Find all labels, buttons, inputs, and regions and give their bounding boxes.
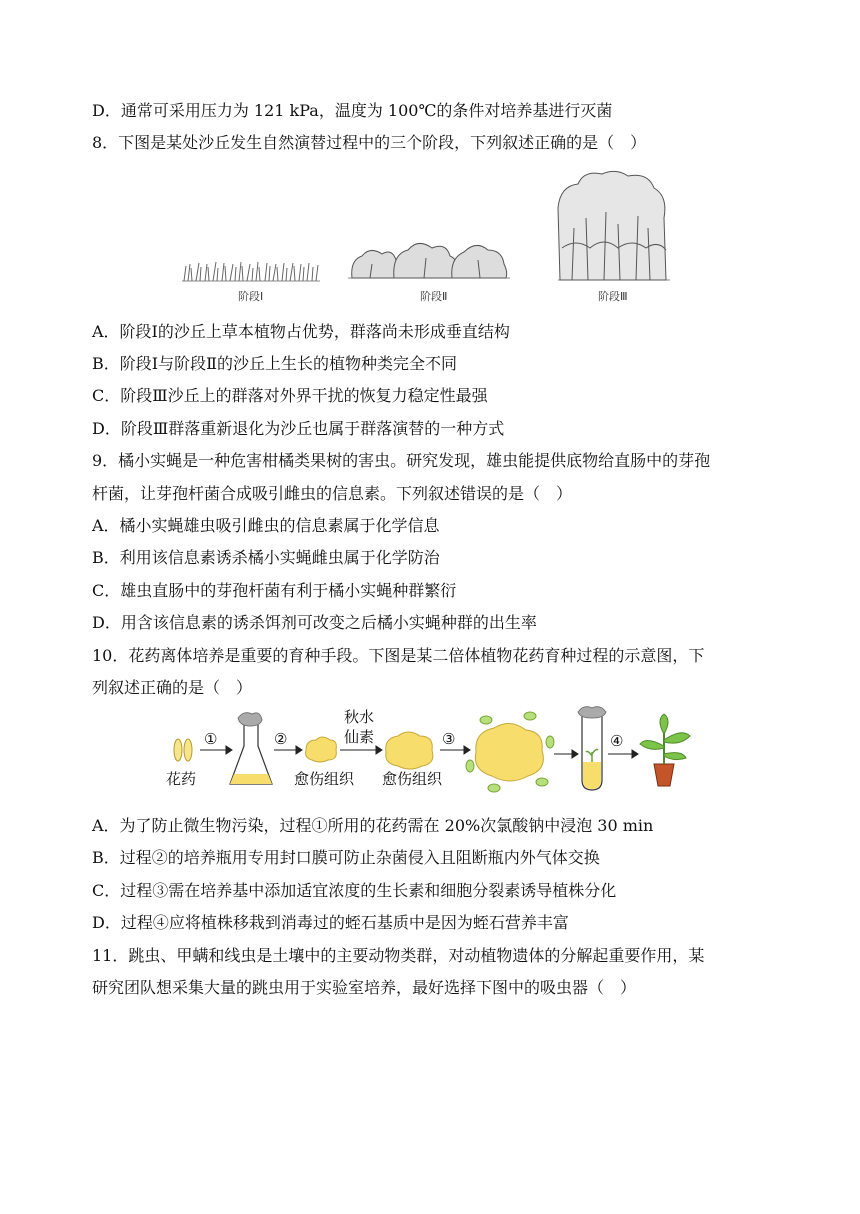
callus-2-drawing bbox=[386, 732, 433, 769]
q9-stem-line1: 9．橘小实蝇是一种危害柑橘类果树的害虫。研究发现，雄虫能提供底物给直肠中的芽孢 bbox=[92, 451, 711, 470]
q9-option-b: B．利用该信息素诱杀橘小实蝇雌虫属于化学防治 bbox=[92, 548, 440, 567]
q9-option-d: D．用含该信息素的诱杀饵剂可改变之后橘小实蝇种群的出生率 bbox=[92, 613, 537, 632]
q8-option-d: D．阶段Ⅲ群落重新退化为沙丘也属于群落演替的一种方式 bbox=[92, 419, 505, 438]
q10-option-d: D．过程④应将植株移栽到消毒过的蛭石基质中是因为蛭石营养丰富 bbox=[92, 913, 569, 932]
callus-with-shoots-drawing bbox=[466, 712, 554, 792]
callus-2-label: 愈伤组织 bbox=[382, 770, 443, 788]
colchicine-label-line2: 仙素 bbox=[344, 728, 375, 746]
q9-stem-line2: 杆菌，让芽孢杆菌合成吸引雌虫的信息素。下列叙述错误的是（ ） bbox=[92, 484, 573, 503]
stage-1-label: 阶段Ⅰ bbox=[238, 290, 264, 303]
test-tube-drawing bbox=[578, 707, 606, 790]
q10-stem-line2: 列叙述正确的是（ ） bbox=[92, 678, 253, 697]
culture-flask-drawing bbox=[230, 713, 272, 784]
succession-figure bbox=[180, 168, 680, 308]
q11-stem-line1: 11．跳虫、甲螨和线虫是土壤中的主要动物类群，对动植物遗体的分解起重要作用，某 bbox=[92, 946, 705, 965]
tube-arrow bbox=[554, 750, 578, 758]
callus-1-label: 愈伤组织 bbox=[294, 770, 355, 788]
potted-plant-drawing bbox=[640, 714, 690, 786]
anther-culture-figure bbox=[160, 706, 700, 806]
stage-3-forest-drawing bbox=[558, 171, 670, 280]
stage-2-shrub-drawing bbox=[348, 243, 510, 278]
callus-1-drawing bbox=[306, 737, 337, 762]
q10-stem-line1: 10．花药离体培养是重要的育种手段。下图是某二倍体植物花药育种过程的示意图，下 bbox=[92, 646, 705, 665]
step-3-label: ③ bbox=[442, 730, 456, 748]
q8-stem: 8．下图是某处沙丘发生自然演替过程中的三个阶段，下列叙述正确的是（ ） bbox=[92, 133, 647, 152]
step-1-label: ① bbox=[204, 730, 218, 748]
q9-option-c: C．雄虫直肠中的芽孢杆菌有利于橘小实蝇种群繁衍 bbox=[92, 581, 457, 600]
anther-drawing bbox=[174, 739, 192, 761]
step-4-label: ④ bbox=[610, 732, 624, 750]
q10-option-c: C．过程③需在培养基中添加适宜浓度的生长素和细胞分裂素诱导植株分化 bbox=[92, 881, 617, 900]
stage-1-grass-drawing bbox=[182, 262, 320, 281]
stage-3-label: 阶段Ⅲ bbox=[598, 290, 628, 303]
q10-option-b: B．过程②的培养瓶用专用封口膜可防止杂菌侵入且阻断瓶内外气体交换 bbox=[92, 848, 600, 867]
step-2-label: ② bbox=[274, 730, 288, 748]
q7-option-d: D．通常可采用压力为 121 kPa，温度为 100℃的条件对培养基进行灭菌 bbox=[92, 101, 613, 120]
q11-stem-line2: 研究团队想采集大量的跳虫用于实验室培养，最好选择下图中的吸虫器（ ） bbox=[92, 978, 637, 997]
q8-option-c: C．阶段Ⅲ沙丘上的群落对外界干扰的恢复力稳定性最强 bbox=[92, 386, 488, 405]
step-4-arrow bbox=[608, 750, 638, 758]
colchicine-arrow bbox=[340, 746, 382, 754]
q10-option-a: A．为了防止微生物污染，过程①所用的花药需在 20%次氯酸钠中浸泡 30 min bbox=[92, 816, 654, 835]
colchicine-label-line1: 秋水 bbox=[344, 708, 375, 726]
anther-label: 花药 bbox=[166, 770, 197, 788]
stage-2-label: 阶段Ⅱ bbox=[420, 290, 448, 303]
q9-option-a: A．橘小实蝇雄虫吸引雌虫的信息素属于化学信息 bbox=[92, 516, 440, 535]
q8-option-a: A．阶段Ⅰ的沙丘上草本植物占优势，群落尚未形成垂直结构 bbox=[92, 322, 510, 341]
q8-option-b: B．阶段Ⅰ与阶段Ⅱ的沙丘上生长的植物种类完全不同 bbox=[92, 354, 457, 373]
